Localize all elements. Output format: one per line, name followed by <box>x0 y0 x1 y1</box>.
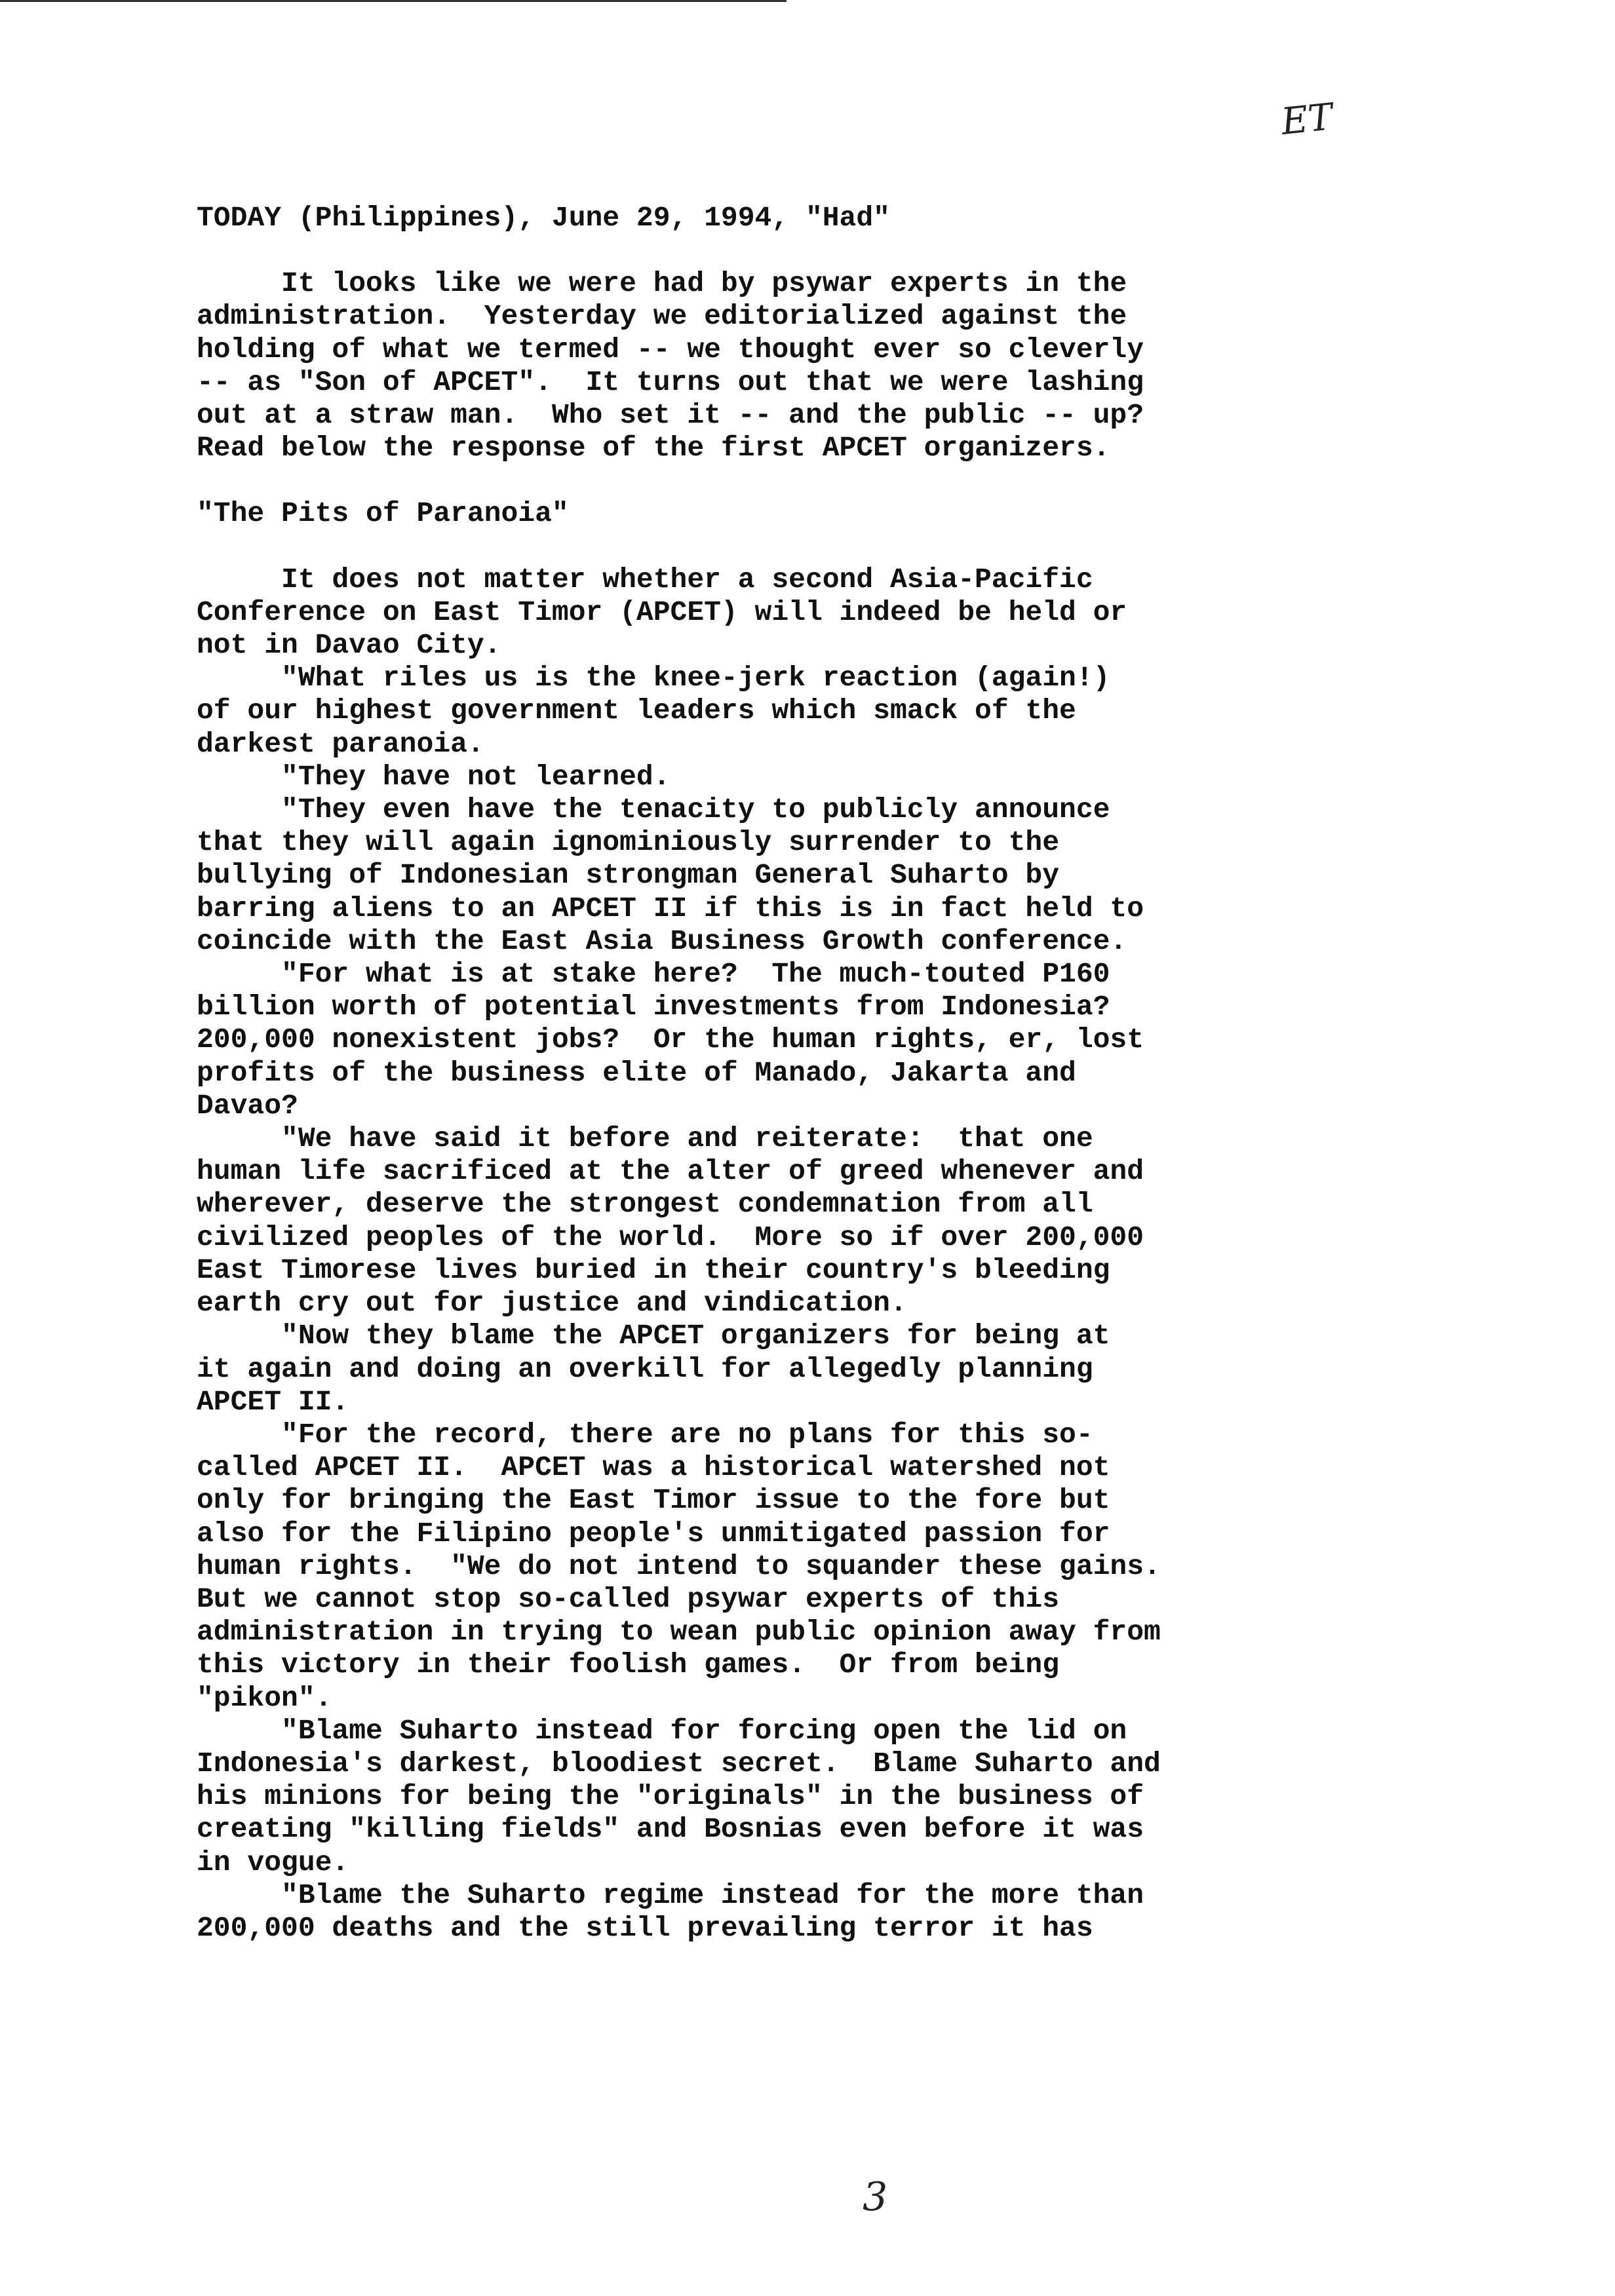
document-body <box>197 202 1350 1945</box>
body-line: bullying of Indonesian strongman General Suharto by <box>197 859 1060 892</box>
body-line: "What riles us is the knee-jerk reaction (again!) <box>197 662 1110 695</box>
body-line: his minions for being the "originals" in the business of <box>197 1780 1144 1813</box>
body-line: APCET II. <box>197 1385 349 1418</box>
body-line: "They even have the tenacity to publicly announce <box>197 794 1110 826</box>
body-line: coincide with the East Asia Business Growth conference. <box>197 925 1127 957</box>
body-line: that they will again ignominiously surrender to the <box>197 826 1060 859</box>
body-line: only for bringing the East Timor issue to the fore but <box>197 1484 1110 1517</box>
body-line: "For what is at stake here? The much-touted P160 <box>197 958 1110 991</box>
body-line: It does not matter whether a second Asia-Pacific <box>197 563 1093 596</box>
body-line: billion worth of potential investments from Indonesia? <box>197 991 1110 1024</box>
body-line: civilized peoples of the world. More so if over 200,000 <box>197 1221 1144 1253</box>
body-line: human life sacrificed at the alter of greed whenever and <box>197 1155 1144 1188</box>
body-line: also for the Filipino people's unmitigated passion for <box>197 1517 1110 1550</box>
document-header: TODAY (Philippines), June 29, 1994, "Had" <box>197 202 890 234</box>
body-line: administration in trying to wean public opinion away from <box>197 1616 1161 1649</box>
intro-line: out at a straw man. Who set it -- and the public -- up? <box>197 399 1144 432</box>
body-line: creating "killing fields" and Bosnias even before it was <box>197 1813 1144 1846</box>
intro-line: It looks like we were had by psywar experts in the <box>197 267 1127 300</box>
body-line: Davao? <box>197 1089 298 1122</box>
body-line: this victory in their foolish games. Or from being <box>197 1649 1060 1681</box>
body-line: of our highest government leaders which smack of the <box>197 695 1076 727</box>
spacer <box>197 235 1350 267</box>
body-line: human rights. "We do not intend to squander these gains. <box>197 1550 1161 1582</box>
spacer <box>197 531 1350 564</box>
section-title: "The Pits of Paranoia" <box>197 497 569 530</box>
body-line: "We have said it before and reiterate: that one <box>197 1122 1093 1155</box>
page-number: 3 <box>863 2174 888 2220</box>
body-line: 200,000 deaths and the still prevailing terror it has <box>197 1911 1093 1944</box>
intro-line: holding of what we termed -- we thought ever so cleverly <box>197 333 1144 366</box>
body-line: "Now they blame the APCET organizers for being at <box>197 1320 1110 1352</box>
intro-paragraph <box>197 267 1350 465</box>
handwritten-annotation: ET <box>1279 96 1335 144</box>
statement-body <box>197 564 1350 1945</box>
intro-line: -- as "Son of APCET". It turns out that we were lashing <box>197 366 1144 398</box>
body-line: East Timorese lives buried in their country's bleeding <box>197 1253 1110 1286</box>
body-line: "They have not learned. <box>197 760 671 793</box>
body-line: not in Davao City. <box>197 629 501 662</box>
body-line: "Blame the Suharto regime instead for the more than <box>197 1879 1144 1911</box>
body-line: "Blame Suharto instead for forcing open the lid on <box>197 1714 1127 1747</box>
body-line: it again and doing an overkill for allegedly planning <box>197 1352 1093 1385</box>
spacer <box>197 465 1350 497</box>
body-line: But we cannot stop so-called psywar experts of this <box>197 1582 1060 1615</box>
body-line: 200,000 nonexistent jobs? Or the human rights, er, lost <box>197 1024 1144 1056</box>
body-line: in vogue. <box>197 1846 349 1879</box>
top-edge-rule <box>0 0 787 2</box>
body-line: Conference on East Timor (APCET) will indeed be held or <box>197 596 1127 628</box>
body-line: earth cry out for justice and vindication. <box>197 1287 907 1320</box>
body-line: called APCET II. APCET was a historical watershed not <box>197 1451 1110 1484</box>
body-line: barring aliens to an APCET II if this is in fact held to <box>197 892 1144 925</box>
intro-line: Read below the response of the first APCET organizers. <box>197 432 1110 465</box>
body-line: "pikon". <box>197 1681 332 1714</box>
body-line: darkest paranoia. <box>197 727 484 760</box>
body-line: wherever, deserve the strongest condemnation from all <box>197 1188 1093 1221</box>
body-line: profits of the business elite of Manado, Jakarta and <box>197 1056 1076 1089</box>
intro-line: administration. Yesterday we editorialized against the <box>197 300 1127 333</box>
body-line: "For the record, there are no plans for this so- <box>197 1418 1093 1451</box>
body-line: Indonesia's darkest, bloodiest secret. Blame Suharto and <box>197 1747 1161 1780</box>
